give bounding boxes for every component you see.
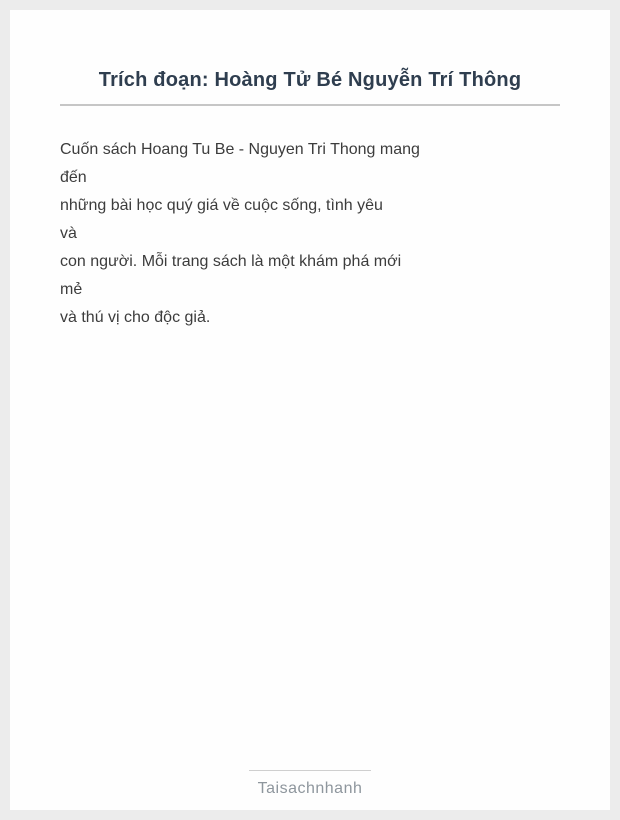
body-line: đến [60,169,87,186]
excerpt-paragraph [60,136,560,332]
page-card [10,10,610,810]
body-line: con người. Mỗi trang sách là một khám phá mới [60,253,402,270]
body-line: và [60,225,77,242]
page-footer [10,770,610,798]
body-line: những bài học quý giá về cuộc sống, tình yêu [60,197,383,214]
footer-brand: Taisachnhanh [257,780,363,797]
body-line: mẻ [60,281,83,298]
footer-divider [249,770,371,771]
content-area [10,10,610,332]
body-line: Cuốn sách Hoang Tu Be - Nguyen Tri Thong mang [60,141,420,158]
title-divider [60,104,560,106]
page-title: Trích đoạn: Hoàng Tử Bé Nguyễn Trí Thông [98,69,522,91]
body-line: và thú vị cho độc giả. [60,309,211,326]
